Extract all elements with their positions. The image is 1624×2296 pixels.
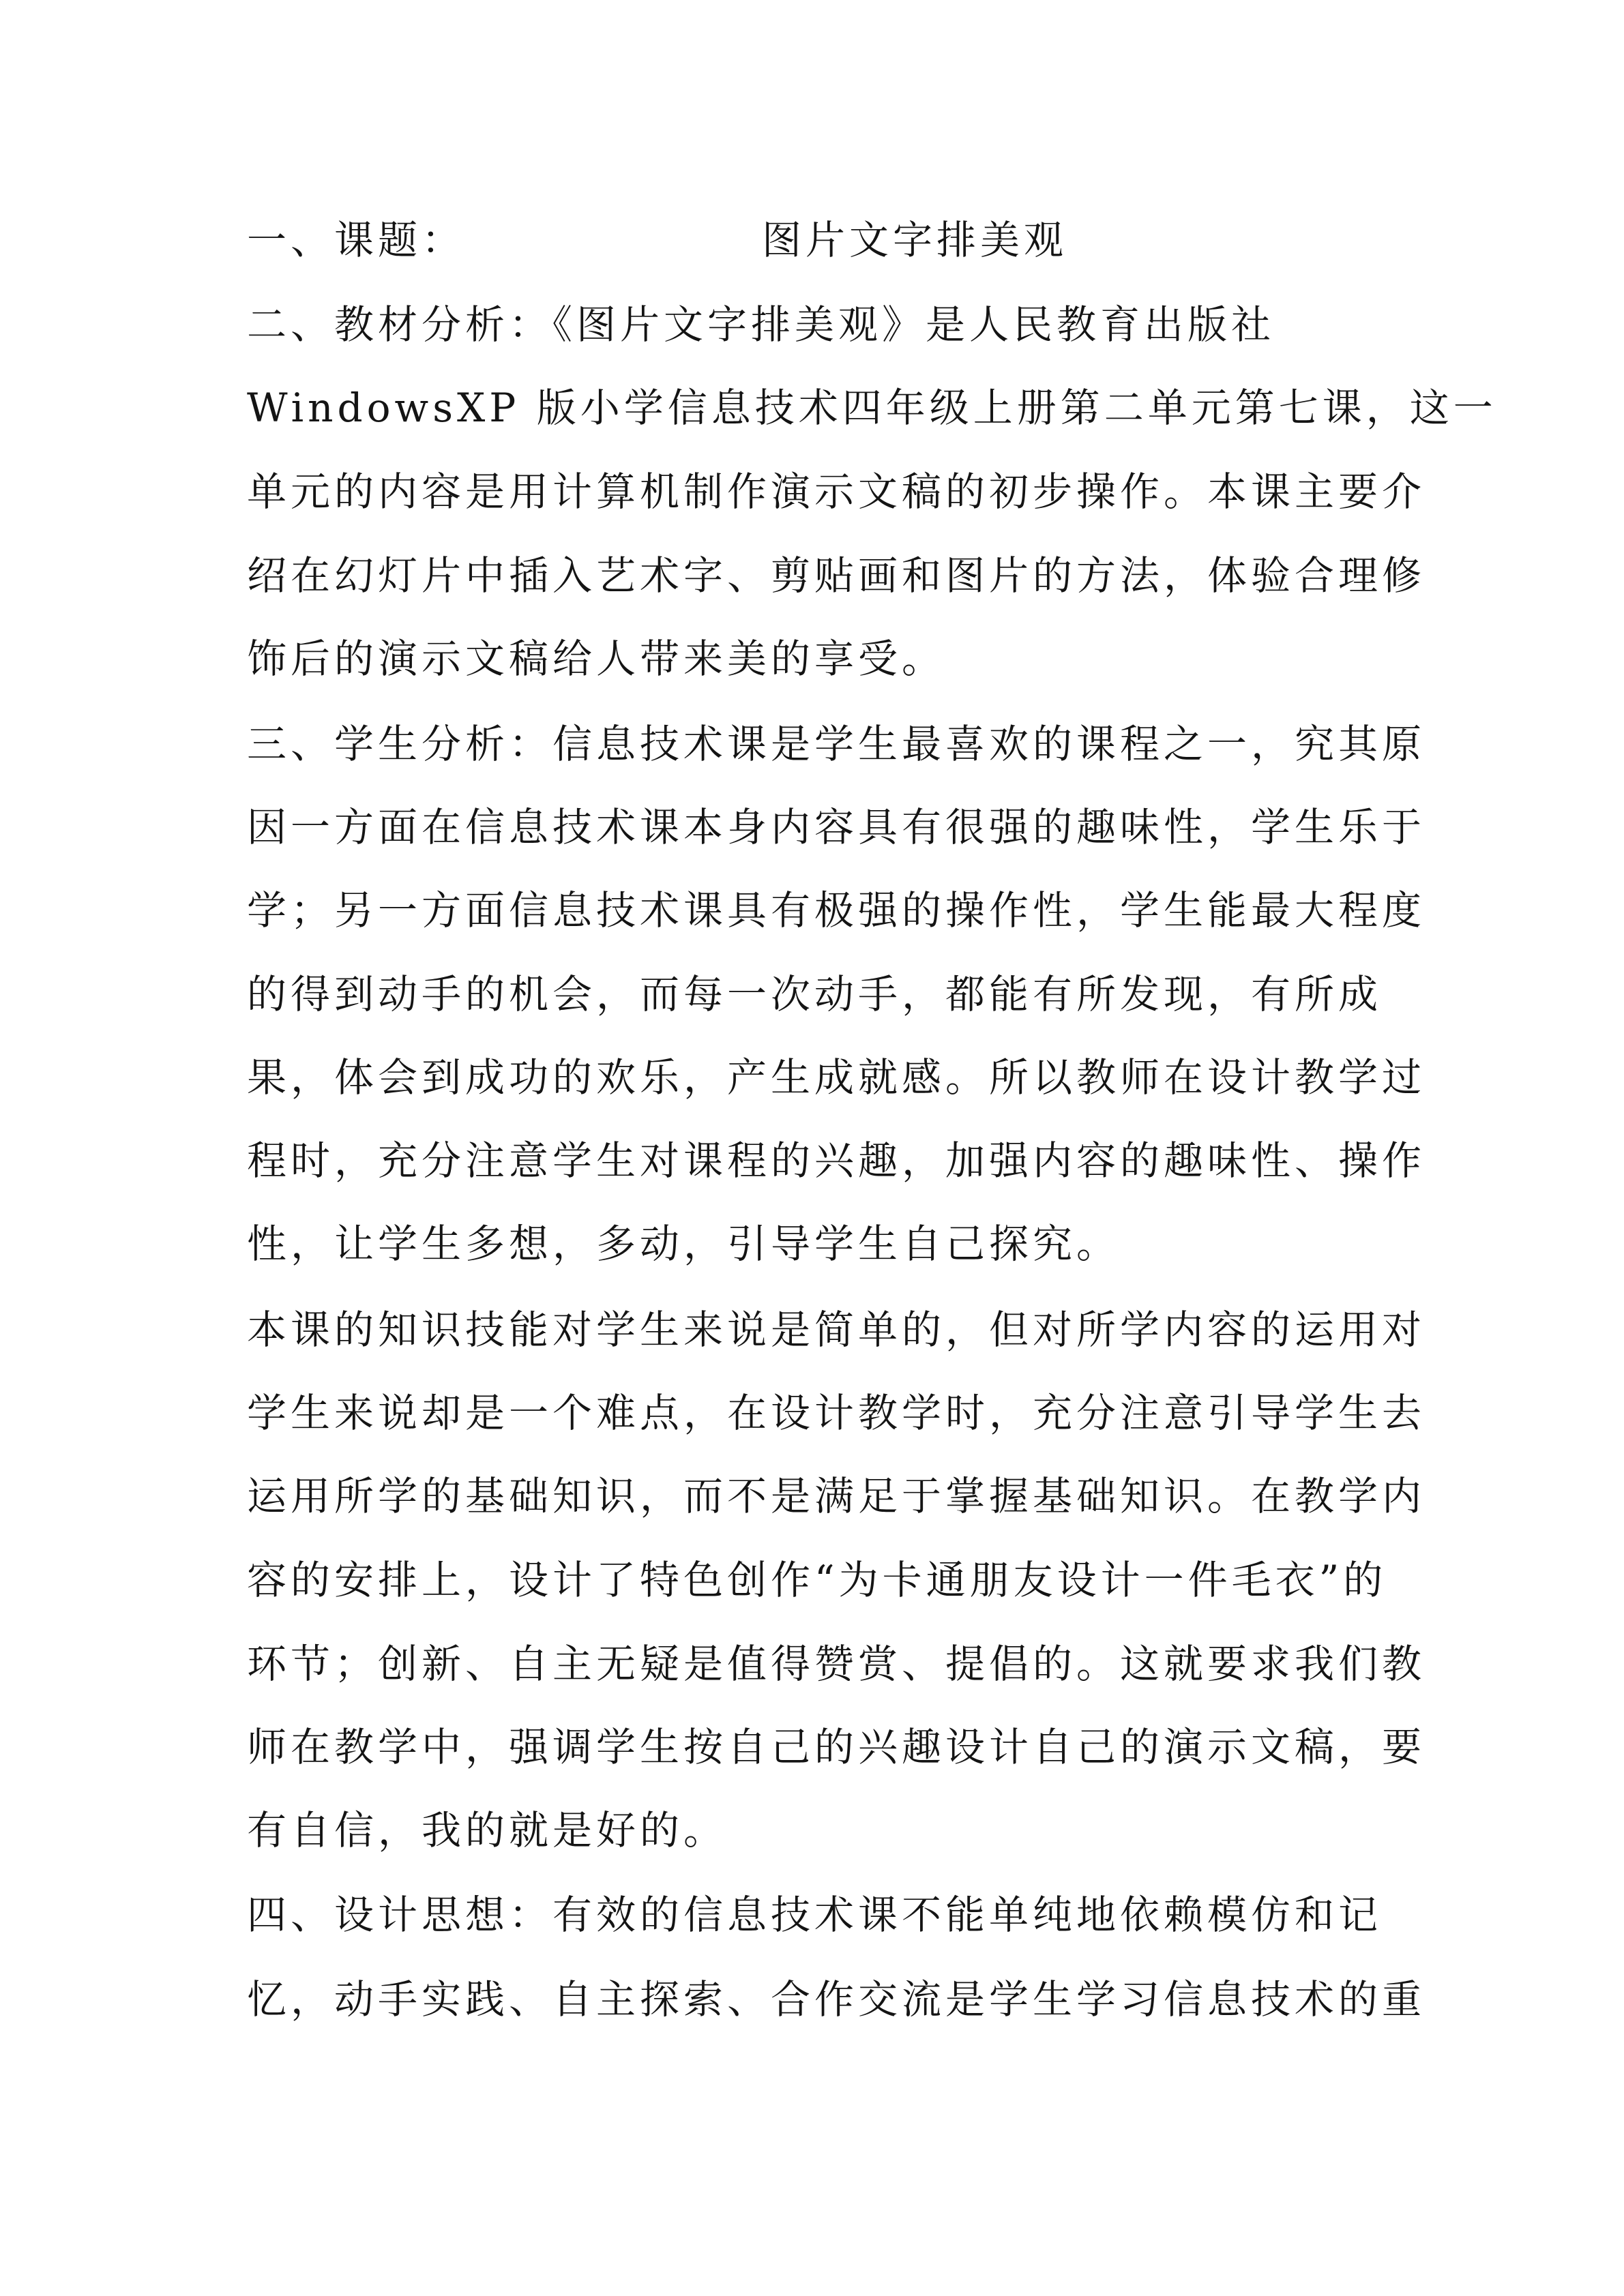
lesson-title: 图片文字排美观 bbox=[762, 217, 1068, 263]
text-line: 的得到动手的机会，而每一次动手，都能有所发现，有所成 bbox=[247, 971, 1383, 1017]
text-line: 容的安排上，设计了特色创作“为卡通朋友设计一件毛衣”的 bbox=[247, 1557, 1387, 1603]
text-line: 三、学生分析：信息技术课是学生最喜欢的课程之一，究其原 bbox=[247, 721, 1426, 767]
text-line: 学；另一方面信息技术课具有极强的操作性，学生能最大程度 bbox=[247, 887, 1426, 934]
text-line: 二、教材分析：《图片文字排美观》是人民教育出版社 bbox=[247, 301, 1275, 348]
text-line: 四、设计思想：有效的信息技术课不能单纯地依赖模仿和记 bbox=[247, 1892, 1383, 1938]
text-line: 学生来说却是一个难点，在设计教学时，充分注意引导学生去 bbox=[247, 1390, 1426, 1436]
text-line: 绍在幻灯片中插入艺术字、剪贴画和图片的方法，体验合理修 bbox=[247, 552, 1426, 599]
text-line: 师在教学中，强调学生按自己的兴趣设计自己的演示文稿，要 bbox=[247, 1724, 1426, 1770]
text-line: 有自信，我的就是好的。 bbox=[247, 1807, 728, 1853]
text-line: 因一方面在信息技术课本身内容具有很强的趣味性，学生乐于 bbox=[247, 804, 1426, 850]
title-label: 一、课题： bbox=[247, 217, 466, 263]
text-line: 单元的内容是用计算机制作演示文稿的初步操作。本课主要介 bbox=[247, 468, 1426, 515]
text-line: 饰后的演示文稿给人带来美的享受。 bbox=[247, 636, 946, 682]
text-line: 程时，充分注意学生对课程的兴趣，加强内容的趣味性、操作 bbox=[247, 1137, 1426, 1184]
text-line: WindowsXP 版小学信息技术四年级上册第二单元第七课，这一 bbox=[247, 385, 1497, 431]
text-line: 运用所学的基础知识，而不是满足于掌握基础知识。在教学内 bbox=[247, 1473, 1426, 1519]
title-row bbox=[247, 206, 1379, 274]
text-line: 果，体会到成功的欢乐，产生成就感。所以教师在设计教学过 bbox=[247, 1054, 1426, 1101]
text-line: 本课的知识技能对学生来说是简单的，但对所学内容的运用对 bbox=[247, 1307, 1426, 1353]
text-line: 性，让学生多想，多动，引导学生自己探究。 bbox=[247, 1221, 1121, 1267]
text-line: 环节；创新、自主无疑是值得赞赏、提倡的。这就要求我们教 bbox=[247, 1641, 1426, 1687]
text-line: 忆，动手实践、自主探索、合作交流是学生学习信息技术的重 bbox=[247, 1976, 1426, 2023]
